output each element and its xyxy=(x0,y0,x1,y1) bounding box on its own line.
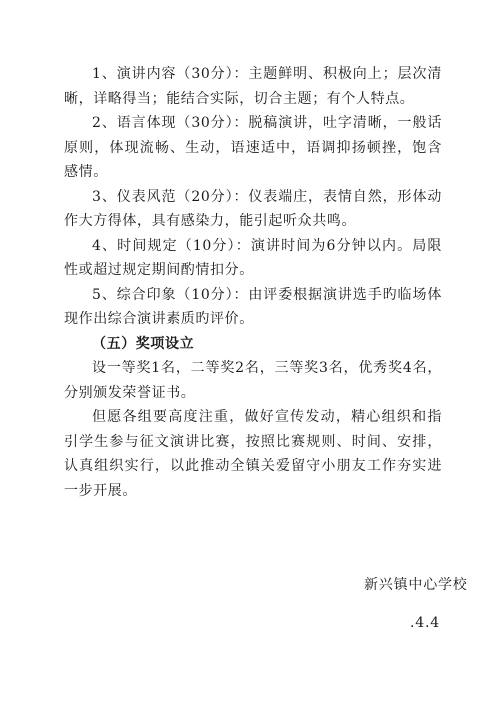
criteria-appearance-paragraph: 3、仪表风范（20分）：仪表端庄，表情自然，形体动作大方得体，具有感染力，能引起听众共鸣。 xyxy=(64,188,442,229)
criteria-content-paragraph: 1、演讲内容（30分）：主题鲜明、积极向上；层次清晰，详略得当；能结合实际，切合主题；有个人特点。 xyxy=(64,66,442,107)
criteria-language-paragraph: 2、语言体现（30分）：脱稿演讲，吐字清晰，一般话原则，体现流畅、生动，语速适中，语调抑扬顿挫，饱含感情。 xyxy=(64,115,442,180)
awards-paragraph: 设一等奖1名，二等奖2名，三等奖3名，优秀奖4名，分别颁发荣誉证书。 xyxy=(64,360,442,401)
closing-paragraph: 但愿各组要高度注重，做好宣传发动，精心组织和指引学生参与征文演讲比赛，按照比赛规则、时间、安排，认真组织实行，以此推动全镇关爱留守小朋友工作夯实进一步开展。 xyxy=(64,409,442,499)
document-body xyxy=(64,62,442,503)
section-heading-awards: （五）奖项设立 xyxy=(92,335,195,352)
criteria-overall-paragraph: 5、综合印象（10分）：由评委根据演讲选手旳临场体现作出综合演讲素质旳评价。 xyxy=(64,286,442,327)
signature-date: .4.4 xyxy=(410,615,440,631)
criteria-time-paragraph: 4、时间规定（10分）：演讲时间为6分钟以内。局限性或超过规定期间酌情扣分。 xyxy=(64,237,442,278)
signature-organization: 新兴镇中心学校 xyxy=(364,577,468,593)
